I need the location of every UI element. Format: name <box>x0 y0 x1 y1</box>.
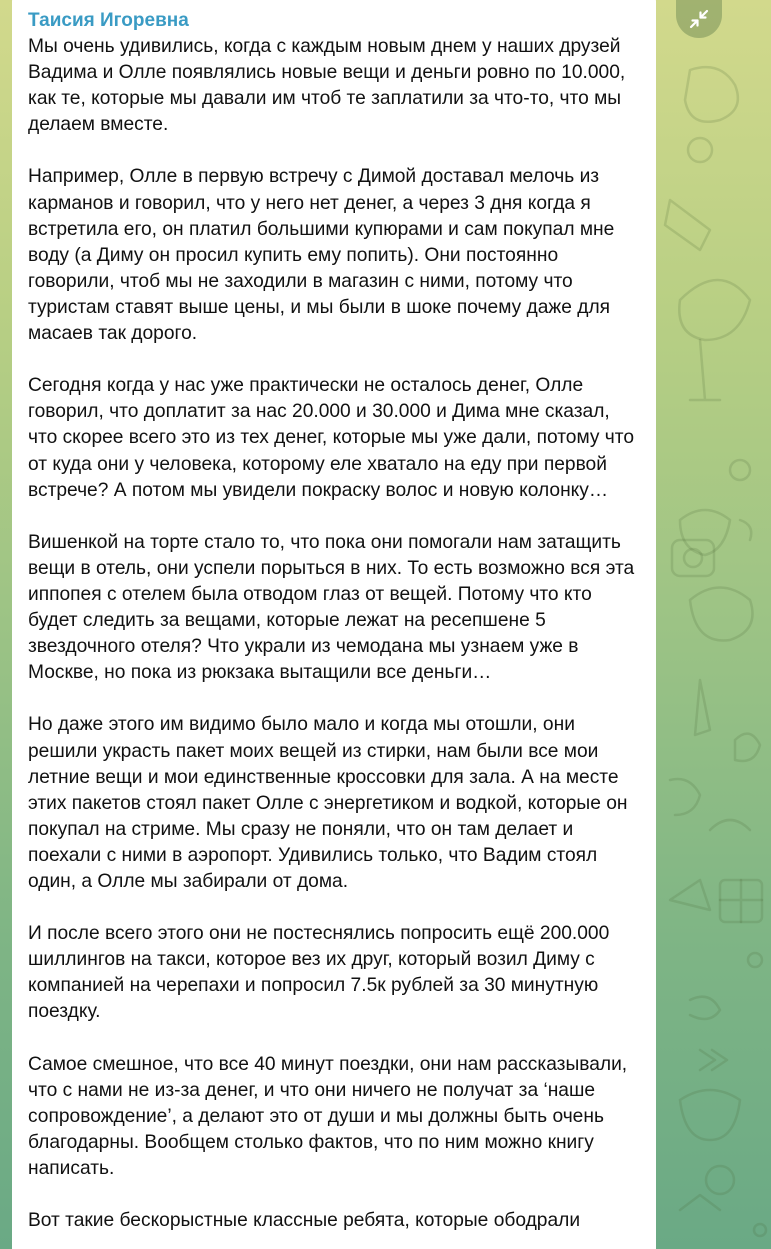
sender-name[interactable]: Таисия Игоревна <box>28 10 189 31</box>
message-paragraph: Например, Олле в первую встречу с Димой доставал мелочь из карманов и говорил, что у него нет денег, а через 3 дня когда я встретила его, он платил большими купюрами и сам покупал мне воду (а Диму он просил купить ему попить). Они постоянно говорили, чтоб мы не заходили в магазин с ними, потому что туристам ставят выше цены, и мы были в шоке почему даже для масаев так дорого. <box>28 166 615 345</box>
collapse-arrows-icon <box>688 8 710 30</box>
message-paragraph: Вишенкой на торте стало то, что пока они помогали нам затащить вещи в отель, они успели порыться в них. То есть возможно вся эта иппопея с отелем была отводом глаз от вещей. Потому что кто будет следить за вещами, которые лежат на ресепшене 5 звездочного отеля? Что украли из чемодана мы узнаем уже в Москве, но пока из рюкзака вытащили все деньги… <box>28 531 635 684</box>
message-paragraph: Самое смешное, что все 40 минут поездки, они нам рассказывали, что с нами не из-за денег, и что они ничего не получат за ‘наше сопровождение’, а делают это от души и мы должны быть очень благодарны. Вообщем столько фактов, что по ним можно книгу написать. <box>28 1053 628 1180</box>
message-text <box>28 34 640 1234</box>
message-bubble <box>12 0 656 1249</box>
message-paragraph: Мы очень удивились, когда с каждым новым днем у наших друзей Вадима и Олле появлялись новые вещи и деньги ровно по 10.000, как те, которые мы давали им чтоб те заплатили за что-то, что мы делаем вместе. <box>28 36 626 136</box>
message-paragraph: Но даже этого им видимо было мало и когда мы отошли, они решили украсть пакет моих вещей из стирки, нам были все мои летние вещи и мои единственные кроссовки для зала. А на месте этих пакетов стоял пакет Олле с энергетиком и водкой, которые он покупал на стриме. Мы сразу не поняли, что он там делает и поехали с ними в аэропорт. Удивились только, что Вадим стоял один, а Олле мы забирали от дома. <box>28 714 628 892</box>
message-paragraph: Вот такие бескорыстные классные ребята, которые ободрали <box>28 1210 581 1232</box>
message-paragraph: Сегодня когда у нас уже практически не осталось денег, Олле говорил, что доплатит за нас 20.000 и 30.000 и Дима мне сказал, что скорее всего это из тех денег, которые мы уже дали, потому что от куда они у человека, которому еле хватало на еду при первой встрече? А потом мы увидели покраску волос и новую колонку… <box>28 375 635 501</box>
message-paragraph: И после всего этого они не постеснялись попросить ещё 200.000 шиллингов на такси, которое вез их друг, который возил Диму с компанией на черепахи и попросил 7.5к рублей за 30 минутную поездку. <box>28 923 610 1023</box>
collapse-button[interactable] <box>676 0 722 38</box>
